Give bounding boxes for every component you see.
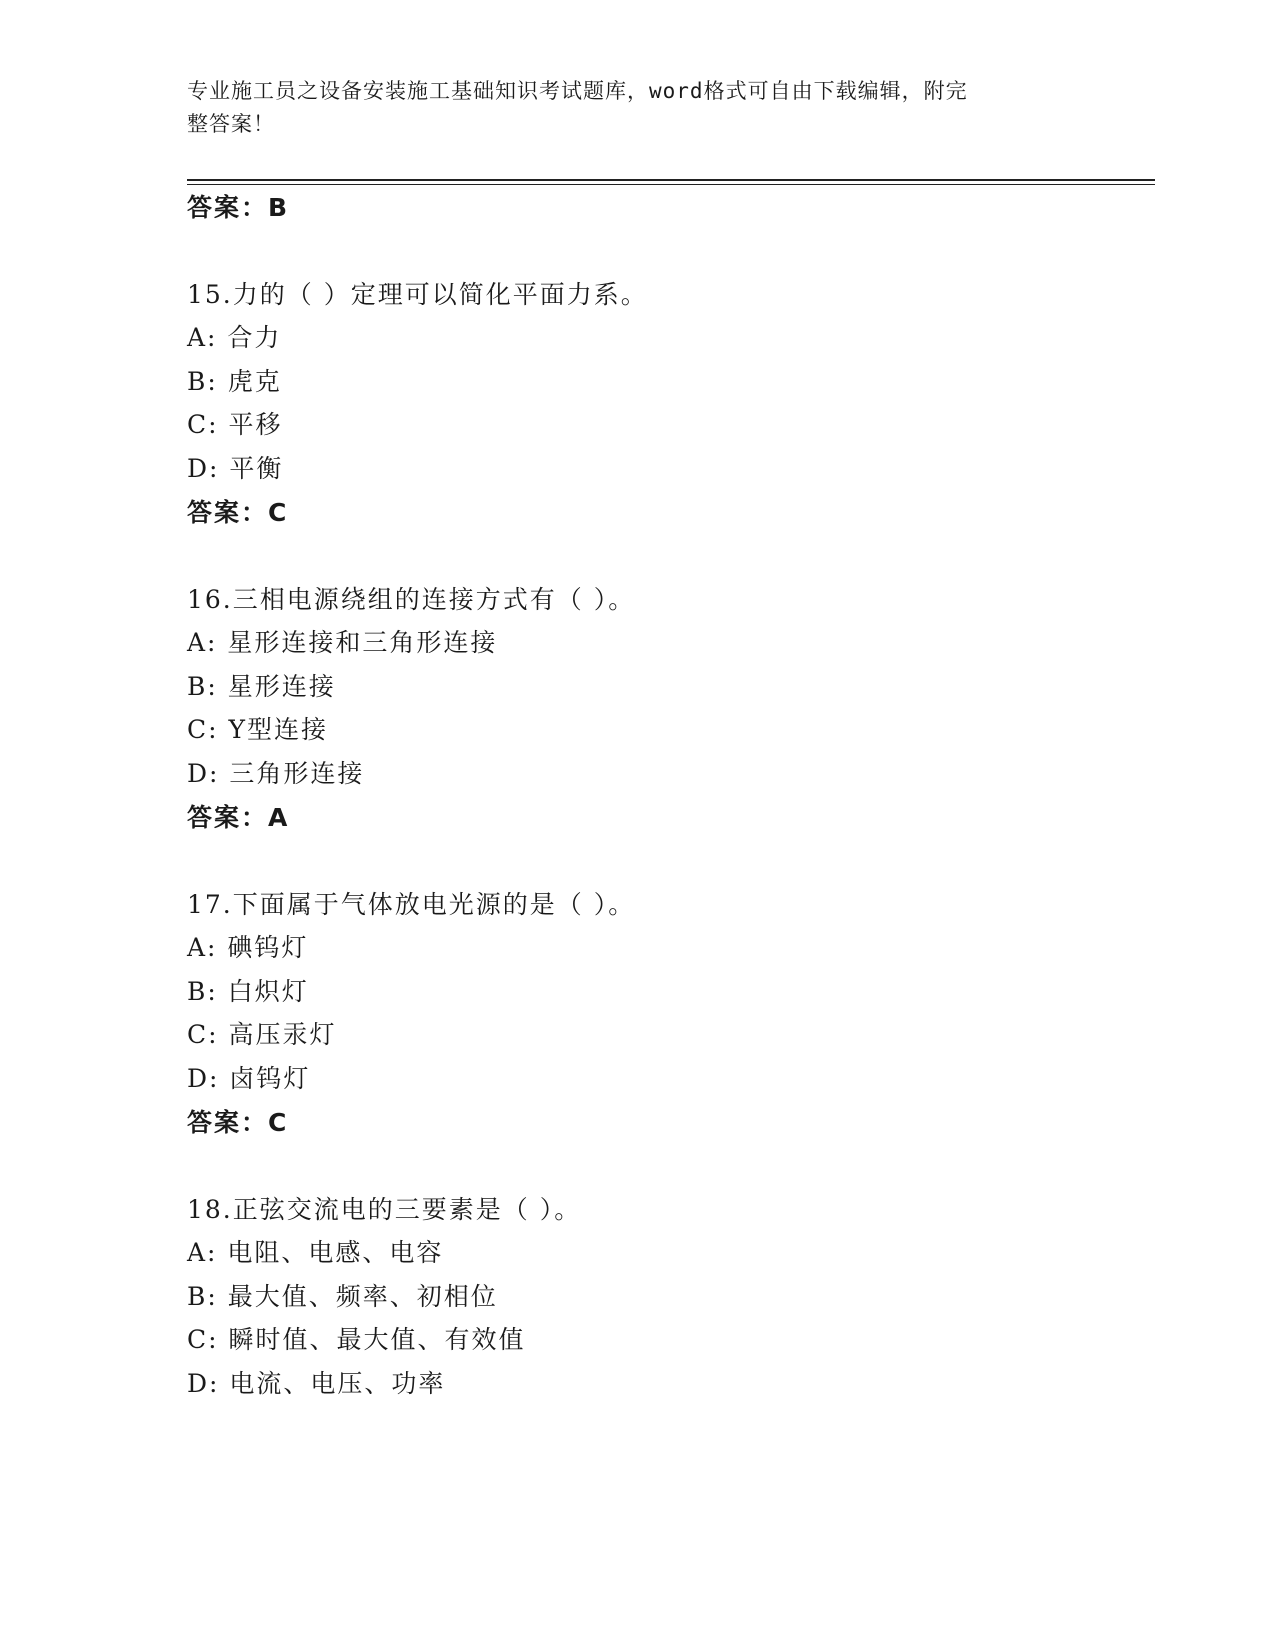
question-17-answer: 答案：C	[187, 1108, 289, 1137]
question-15-stem: 15.力的（ ）定理可以简化平面力系。	[187, 280, 648, 309]
question-15-option-c: C: 平移	[187, 410, 283, 439]
question-15-option-d: D: 平衡	[187, 454, 284, 483]
question-16-stem: 16.三相电源绕组的连接方式有（ ）。	[187, 585, 636, 614]
question-16-option-d: D: 三角形连接	[187, 759, 365, 788]
question-16-option-a: A: 星形连接和三角形连接	[187, 628, 498, 657]
question-16-option-c: C: Y型连接	[187, 715, 329, 744]
question-17-option-a: A: 碘钨灯	[187, 933, 309, 962]
intro-line-1: 专业施工员之设备安装施工基础知识考试题库，word格式可自由下载编辑，附完	[187, 79, 968, 103]
question-18-option-d: D: 电流、电压、功率	[187, 1369, 446, 1398]
document-intro	[187, 75, 1067, 141]
question-17-option-c: C: 高压汞灯	[187, 1020, 337, 1049]
intro-line-2: 整答案！	[187, 112, 275, 136]
question-15-answer: 答案：C	[187, 498, 289, 527]
question-15-option-b: B: 虎克	[187, 367, 282, 396]
question-18-option-b: B: 最大值、频率、初相位	[187, 1282, 498, 1311]
header-divider-thin	[187, 184, 1155, 185]
question-17-option-b: B: 白炽灯	[187, 977, 309, 1006]
previous-answer: 答案：B	[187, 193, 290, 222]
question-18-option-c: C: 瞬时值、最大值、有效值	[187, 1325, 526, 1354]
question-17-option-d: D: 卤钨灯	[187, 1064, 311, 1093]
header-divider-thick	[187, 179, 1155, 181]
question-18-option-a: A: 电阻、电感、电容	[187, 1238, 444, 1267]
question-17-stem: 17.下面属于气体放电光源的是（ ）。	[187, 890, 636, 919]
question-16-option-b: B: 星形连接	[187, 672, 336, 701]
question-18-stem: 18.正弦交流电的三要素是（ ）。	[187, 1195, 582, 1224]
question-15-option-a: A: 合力	[187, 323, 282, 352]
question-16-answer: 答案：A	[187, 803, 290, 832]
